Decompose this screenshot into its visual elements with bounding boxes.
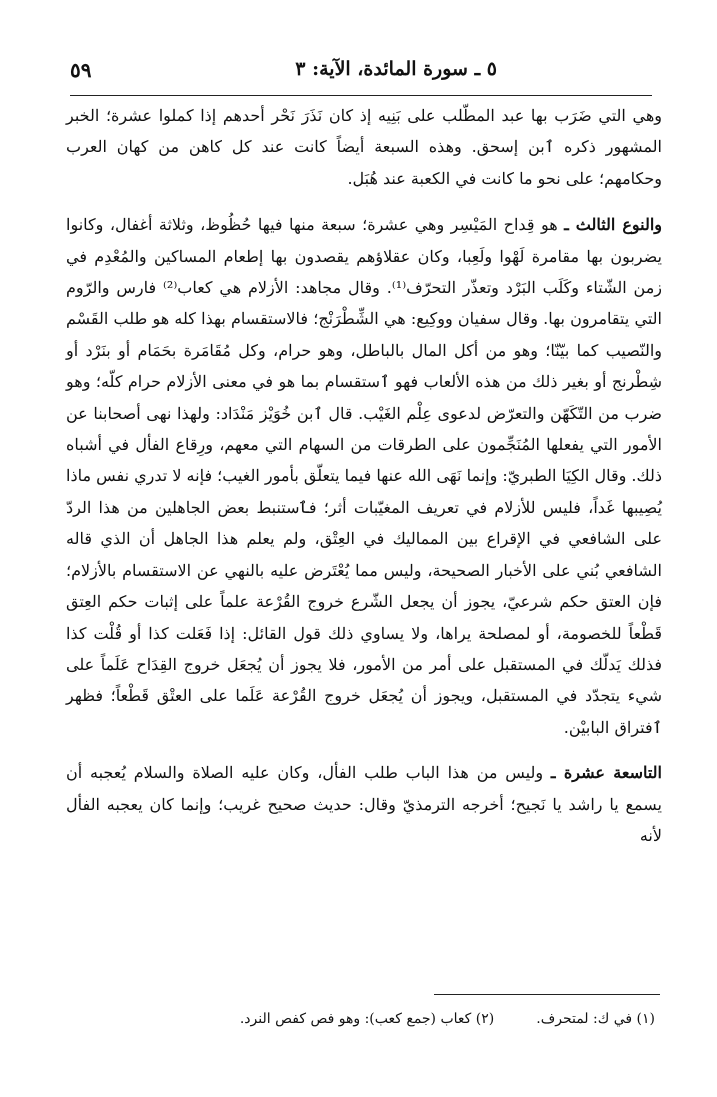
paragraph-1: وهي التي ضَرَب بها عبد المطّلب على بَنِيه إذ كان نَذَرَ نَحْر أحدهم إذا كملوا عشرة؛ الخبر المشهور ذكره ٱبن إسحق. وهذه السبعة أيضاً كانت عند كل كاهن من كهان العرب وحكامهم؛ على نحو ما كانت في الكعبة عند هُبَل. xyxy=(66,106,663,188)
page-header xyxy=(70,58,647,92)
paragraph-3-body: وليس من هذا الباب طلب الفأل، وكان عليه الصلاة والسلام يُعجبه أن يسمع يا راشد يا نَجيح؛ أخرجه الترمذيّ وقال: حديث صحيح غريب؛ وإنما كان يعجبه الفأل لأنه xyxy=(66,763,662,845)
paragraph-2 xyxy=(66,209,662,743)
footnote-2: (٢) كعاب (جمع كعب): وهو فص كفص النرد. xyxy=(239,1011,495,1027)
paragraph-3-lead: التاسعة عشرة ـ xyxy=(550,763,662,783)
paragraph-3 xyxy=(66,757,662,851)
main-text xyxy=(66,100,662,851)
running-title: ٥ ـ سورة المائدة، الآية: ٣ xyxy=(295,58,497,80)
paragraph-2-lead: والنوع الثالث ـ xyxy=(564,215,663,235)
footnotes xyxy=(180,1008,655,1030)
page-number: ٥٩ xyxy=(70,58,92,82)
footnote-1: (١) في ك: لمتحرف. xyxy=(536,1011,655,1027)
paragraph-2-body: هو قِداح المَيْسِر وهي عشرة؛ سبعة منها فيها حُظُوظ، وثلاثة أغفال، وكانوا يضربون بها مقامرة لَهْوا ولَعِبا، وكان عقلاؤهم يقصدون بها إطعام المساكين والمُعْدِم في زمن الشّتاء وكَلَب البَرْد وتعذّر التحرّف⁽¹⁾. وقال مجاهد: الأزلام هي كعاب⁽²⁾ فارس والرّوم التي يتقامرون بها. وقال سفيان ووكِيع: هي الشِّطْرَنْج؛ فالاستقسام بهذا كله هو طلب القَسْم والنّصيب كما بيّنّا؛ وهو من أكل المال بالباطل، وهو حرام، وكل مُقَامَرة بحَمَام أو بنَرْد أو شِطْرنج أو بغير ذلك من هذه الألعاب فهو ٱستقسام بما هو في معنى الأزلام حرام كلّه؛ وهو ضرب من التّكَهّن والتعرّض لدعوى عِلْم الغَيْب. قال ٱبن خُوَيْز مَنْدَاد: ولهذا نهى أصحابنا عن الأمور التي يفعلها المُنَجِّمون على الطرقات من السهام التي معهم، ورِقاع الفأل في أشباه ذلك. وقال الكِيَا الطبريّ: وإنما نَهَى الله عنها فيما يتعلّق بأمور الغيب؛ فإنه لا تدري نفس ماذا يُصِيبها غَداً، فليس للأزلام في تعريف المغيّبات أثر؛ فٱستنبط بعض الجاهلين من هذا الردّ على الشافعي في الإقراع بين المماليك في العِتْق، ولم يعلم هذا الجاهل أن الذي قاله الشافعي بُني على الأخبار الصحيحة، وليس مما يُعْتَرض عليه بالنهي عن الاستقسام بالأزلام؛ فإن العتق حكم شرعيّ، يجوز أن يجعل الشّرع خروج القُرْعة علماً على إثبات حكم العِتق قَطْعاً للخصومة، أو لمصلحة يراها، ولا يساوي ذلك قول القائل: إذا فَعَلت كذا أو قُلْت كذا فذلك يَدلّك في المستقبل على أمر من الأمور، فلا يجوز أن يُجعَل خروج القِدَاح عَلَماً على شيء يتجدّد في المستقبل، ويجوز أن يُجعَل خروج القُرْعة عَلَما على العتْق قَطْعاً؛ فظهر ٱفتراق البابيْن. xyxy=(66,215,663,737)
footnote-rule xyxy=(434,994,660,995)
header-rule xyxy=(70,95,652,96)
